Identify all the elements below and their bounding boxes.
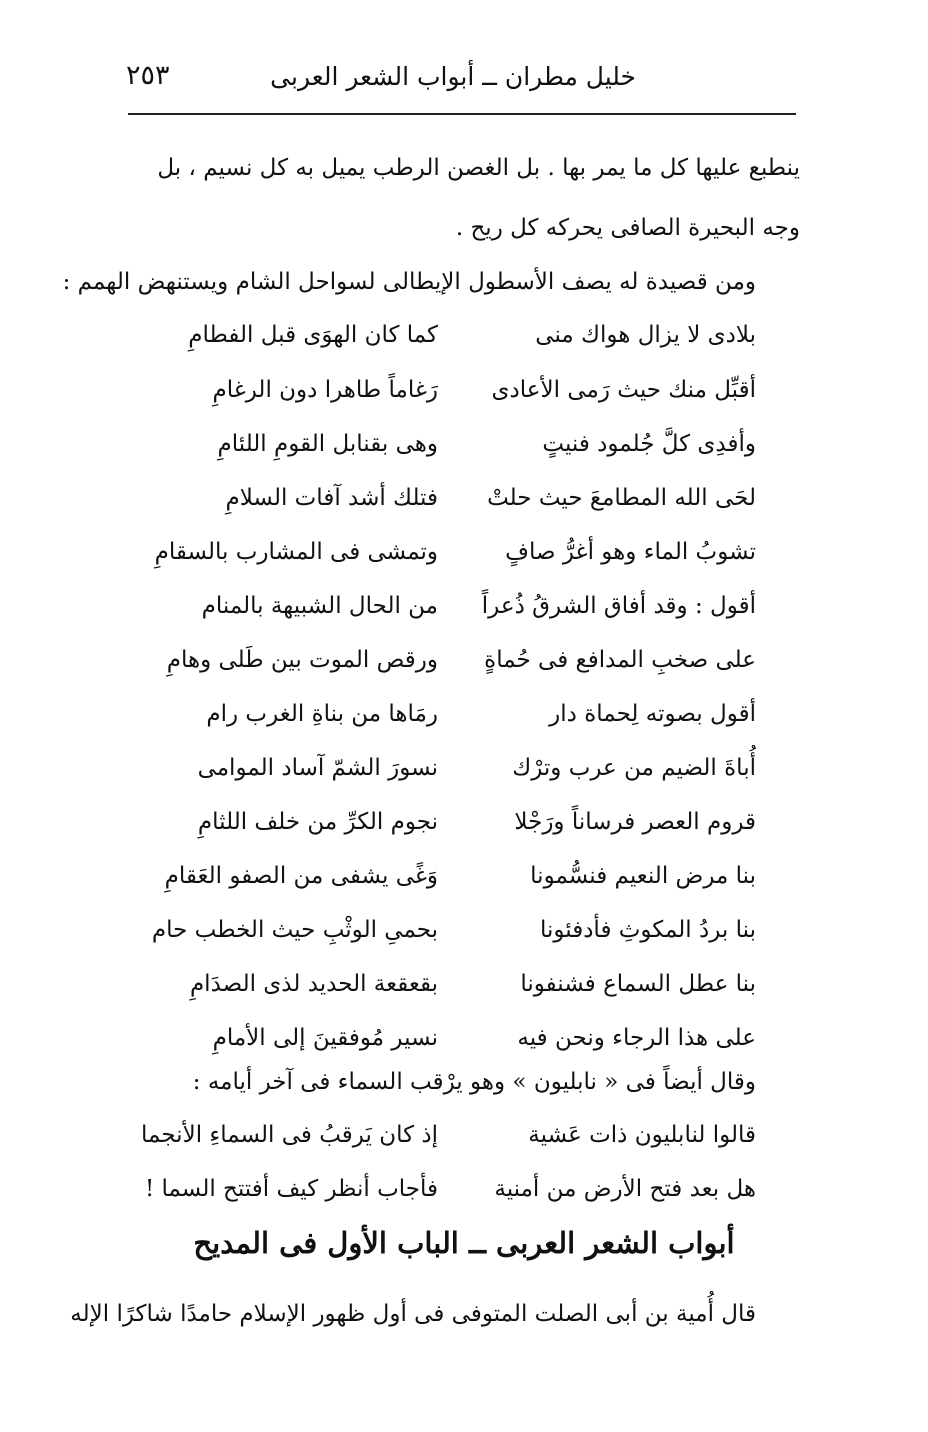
verse-first-hemistich: لحَى الله المطامعَ حيث حلتْ: [487, 485, 756, 511]
poem-2-heading: وقال أيضاً فى « نابليون » وهو يرْقب السماء فى آخر أيامه :: [192, 1069, 756, 1095]
verse-line: [136, 1170, 756, 1214]
verse-line: [136, 1116, 756, 1160]
verse-line: [136, 1019, 756, 1063]
verse-first-hemistich: أقول : وقد أفاق الشرقُ ذُعراً: [481, 593, 756, 619]
verse-first-hemistich: قروم العصر فرساناً ورَجْلا: [514, 809, 756, 835]
verse-second-hemistich: من الحال الشبيهة بالمنام: [201, 593, 438, 619]
verse-second-hemistich: فتلك أشد آفات السلامِ: [225, 485, 438, 511]
running-head: [120, 56, 796, 104]
verse-first-hemistich: بنا عطل السماع فشنفونا: [520, 971, 756, 997]
verse-line: [136, 479, 756, 523]
verse-second-hemistich: رمَاها من بناةِ الغرب رام: [206, 701, 438, 727]
verse-line: [136, 533, 756, 577]
verse-line: [136, 316, 756, 360]
verse-second-hemistich: وتمشى فى المشارب بالسقامِ: [154, 539, 438, 565]
verse-second-hemistich: نسورَ الشمّ آساد الموامى: [197, 755, 438, 781]
page-number: ٢٥٣: [126, 60, 170, 91]
running-title: خليل مطران ــ أبواب الشعر العربى: [270, 62, 636, 91]
verse-first-hemistich: بنا بردُ المكوثِ فأدفئونا: [539, 917, 756, 943]
verse-line: [136, 749, 756, 793]
verse-second-hemistich: إذ كان يَرقبُ فى السماءِ الأنجما: [141, 1122, 438, 1148]
verse-line: [136, 911, 756, 955]
section-first-line: قال أُمية بن أبى الصلت المتوفى فى أول ظهور الإسلام حامدًا شاكرًا الإله: [70, 1301, 756, 1327]
verse-second-hemistich: بحمىِ الوثْبِ حيث الخطب حام: [151, 917, 438, 943]
verse-first-hemistich: قالوا لنابليون ذات عَشية: [528, 1122, 756, 1148]
verse-second-hemistich: وَغًى يشفى من الصفو العَقامِ: [164, 863, 438, 889]
verse-line: [136, 965, 756, 1009]
verse-first-hemistich: أُباةَ الضيم من عرب وترْك: [512, 755, 756, 781]
section-heading: أبواب الشعر العربى ــ الباب الأول فى المديح: [193, 1226, 735, 1260]
verse-first-hemistich: بنا مرض النعيم فنسُّمونا: [530, 863, 756, 889]
verse-second-hemistich: ورقص الموت بين طَلى وهامِ: [166, 647, 438, 673]
verse-line: [136, 695, 756, 739]
verse-first-hemistich: أقبِّل منك حيث رَمى الأعادى: [491, 377, 756, 403]
verse-second-hemistich: فأجاب أنظر كيف أفتتح السما !: [144, 1176, 438, 1202]
header-rule: [128, 113, 796, 115]
verse-line: [136, 587, 756, 631]
verse-first-hemistich: بلادى لا يزال هواك منى: [535, 322, 756, 348]
verse-second-hemistich: رَغاماً طاهرا دون الرغامِ: [212, 377, 438, 403]
poem-1-heading: ومن قصيدة له يصف الأسطول الإيطالى لسواحل الشام ويستنهض الهمم :: [62, 269, 756, 295]
verse-line: [136, 425, 756, 469]
verse-first-hemistich: على صخبِ المدافع فى حُماةٍ: [484, 647, 756, 673]
intro-line-1: ينطبع عليها كل ما يمر بها . بل الغصن الرطب يميل به كل نسيم ، بل: [157, 155, 800, 181]
verse-line: [136, 857, 756, 901]
verse-first-hemistich: وأفدِى كلَّ جُلمود فنيتٍ: [542, 431, 756, 457]
verse-first-hemistich: على هذا الرجاء ونحن فيه: [517, 1025, 756, 1051]
verse-first-hemistich: أقول بصوته لِحماة دار: [549, 701, 756, 727]
intro-line-2: وجه البحيرة الصافى يحركه كل ريح .: [455, 215, 800, 241]
verse-first-hemistich: هل بعد فتح الأرض من أمنية: [494, 1176, 756, 1202]
verse-second-hemistich: نجوم الكرِّ من خلف اللثامِ: [197, 809, 438, 835]
verse-line: [136, 371, 756, 415]
verse-second-hemistich: بقعقعة الحديد لذى الصدَامِ: [189, 971, 438, 997]
verse-first-hemistich: تشوبُ الماء وهو أغرُّ صافٍ: [505, 539, 756, 565]
verse-line: [136, 803, 756, 847]
verse-second-hemistich: نسير مُوفقينَ إلى الأمامِ: [212, 1025, 438, 1051]
verse-line: [136, 641, 756, 685]
verse-second-hemistich: كما كان الهوَى قبل الفطامِ: [188, 322, 438, 348]
verse-second-hemistich: وهى بقنابل القومِ اللئامِ: [217, 431, 438, 457]
